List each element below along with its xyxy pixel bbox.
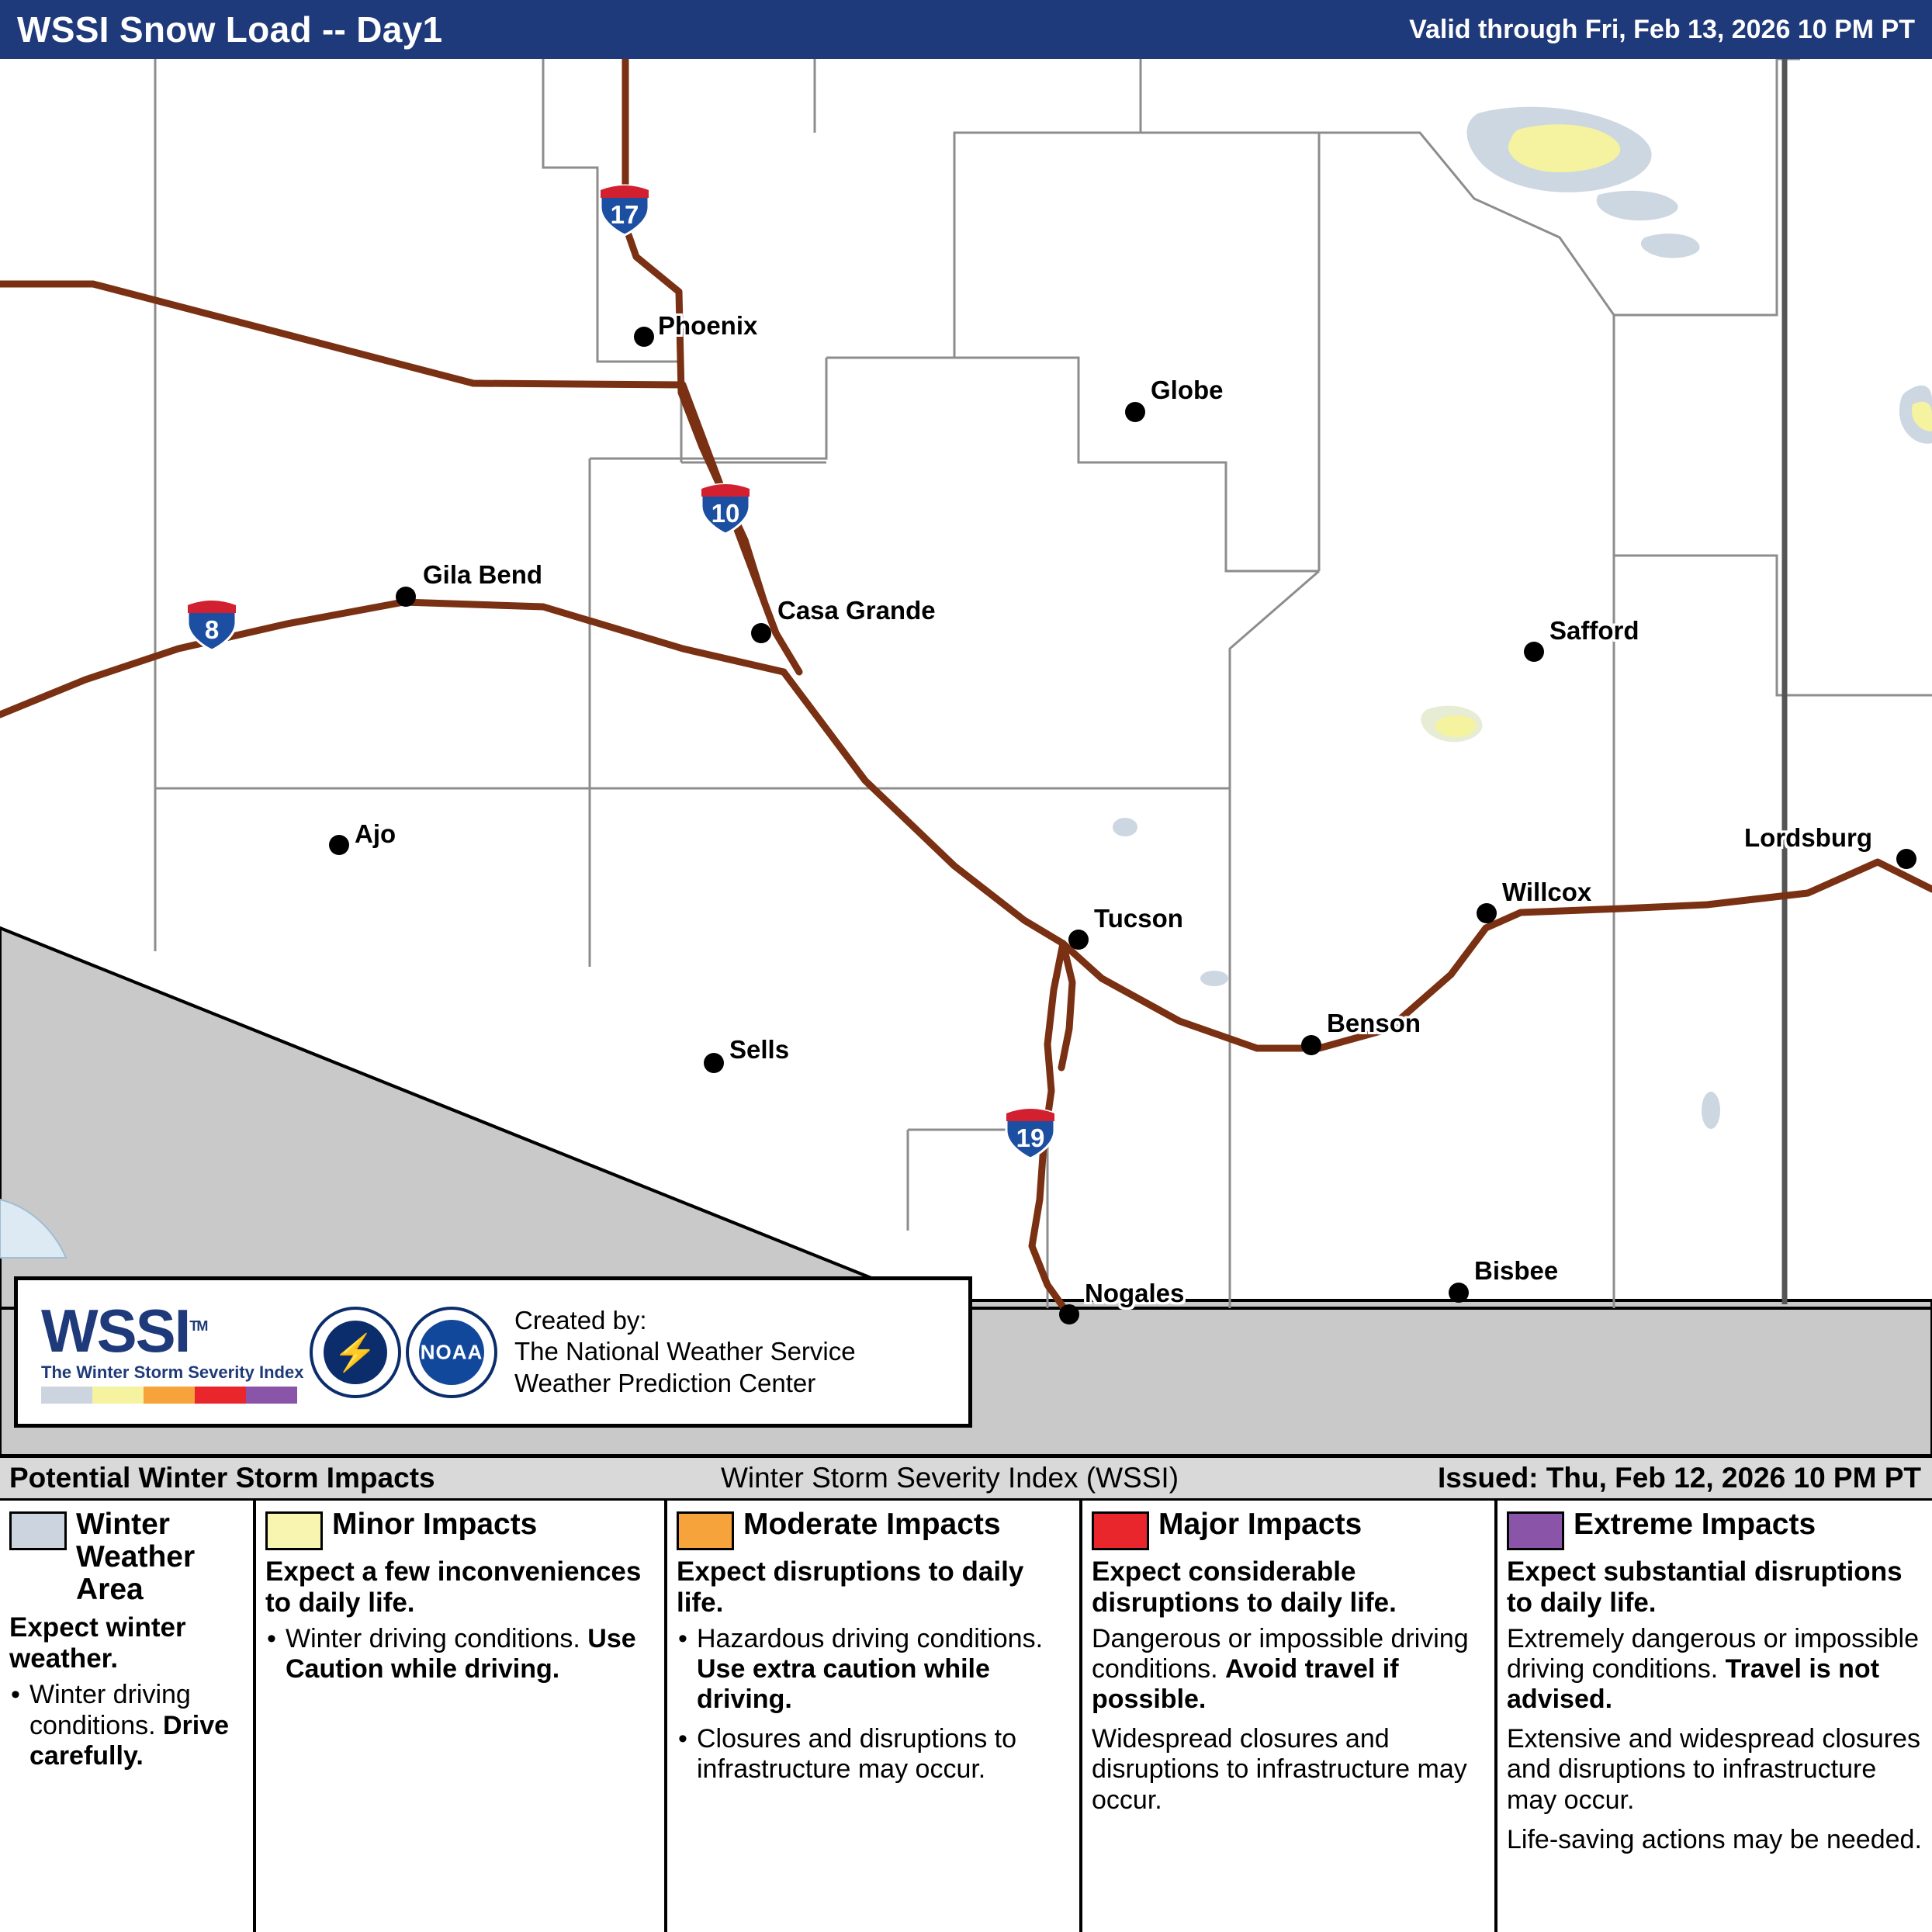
- city-dot-willcox[interactable]: [1477, 903, 1497, 923]
- map-vector-layer: [0, 59, 1932, 1456]
- legend-bullet: [677, 1624, 1070, 1715]
- city-label-bisbee: Bisbee: [1474, 1256, 1559, 1285]
- legend-column-extreme-impacts: [1497, 1501, 1932, 1932]
- legend-header: [9, 1508, 244, 1606]
- city-label-safford: Safford: [1549, 616, 1639, 645]
- interstate-number-8: 8: [204, 615, 220, 644]
- created-by-line-3: Weather Prediction Center: [514, 1368, 816, 1397]
- legend-bullet: [265, 1624, 655, 1684]
- legend-bullets-winter-weather-area: [9, 1680, 244, 1771]
- wssi-credit-box: [14, 1276, 972, 1428]
- city-dot-benson[interactable]: [1301, 1035, 1321, 1055]
- legend-title-moderate-impacts: Moderate Impacts: [743, 1508, 1001, 1541]
- legend-bullets-moderate-impacts: [677, 1624, 1070, 1785]
- legend-bullet-text: Winter driving conditions.: [29, 1680, 191, 1740]
- header-bar: [0, 0, 1932, 59]
- city-label-phoenix: Phoenix: [658, 311, 758, 340]
- legend-lead-minor-impacts: Expect a few inconveniences to daily life.: [265, 1556, 642, 1618]
- legend-swatch-minor-impacts: [265, 1511, 323, 1550]
- legend-column-moderate-impacts: [667, 1501, 1082, 1932]
- legend-bullet-emphasis: Use extra caution while driving.: [697, 1654, 990, 1715]
- legend-column-winter-weather-area: [0, 1501, 256, 1932]
- legend-bullet-emphasis: Travel is not advised.: [1507, 1654, 1880, 1715]
- legend-header: [1507, 1508, 1923, 1550]
- legend-bullet: [1507, 1825, 1923, 1855]
- city-label-nogales: Nogales: [1085, 1279, 1185, 1307]
- city-dot-safford[interactable]: [1524, 642, 1544, 662]
- legend-bullet-text: Extensive and widespread closures and disruptions to infrastructure may occur.: [1507, 1724, 1920, 1815]
- wssi-trademark: TM: [189, 1318, 207, 1334]
- legend-bullet-text: Dangerous or impossible driving conditions.: [1092, 1624, 1469, 1684]
- city-dot-nogales[interactable]: [1059, 1304, 1079, 1324]
- legend-bullets-minor-impacts: [265, 1624, 655, 1684]
- legend-title-winter-weather-area: Winter Weather Area: [76, 1508, 196, 1607]
- legend-bullet: [1507, 1724, 1923, 1815]
- legend-lead-moderate-impacts: Expect disruptions to daily life.: [677, 1556, 1024, 1618]
- legend-bullet: [9, 1680, 244, 1771]
- legend-swatch-major-impacts: [1092, 1511, 1149, 1550]
- city-dot-phoenix[interactable]: [634, 327, 654, 347]
- interstate-shield-10[interactable]: [698, 483, 753, 535]
- legend-header: [265, 1508, 655, 1550]
- city-label-tucson: Tucson: [1094, 904, 1183, 933]
- legend-header: [677, 1508, 1070, 1550]
- legend-bullets-major-impacts: [1092, 1624, 1485, 1816]
- legend-bullet-text: Extremely dangerous or impossible driving conditions.: [1507, 1624, 1920, 1684]
- legend-title-minor-impacts: Minor Impacts: [332, 1508, 538, 1541]
- city-label-sells: Sells: [729, 1035, 790, 1064]
- impacts-bar-center-label: Winter Storm Severity Index (WSSI): [720, 1462, 1179, 1494]
- legend-panel: [0, 1501, 1932, 1932]
- city-dot-gila-bend[interactable]: [396, 587, 416, 607]
- created-by-line-2: The National Weather Service: [514, 1337, 856, 1366]
- scale-swatch-moderate: [144, 1387, 195, 1404]
- legend-lead-extreme-impacts: Expect substantial disruptions to daily life.: [1507, 1556, 1903, 1618]
- interstate-shield-8[interactable]: [185, 599, 239, 652]
- city-label-willcox: Willcox: [1502, 878, 1592, 906]
- interstate-number-19: 19: [1016, 1124, 1045, 1152]
- wssi-color-scale: [41, 1387, 297, 1404]
- legend-column-minor-impacts: [256, 1501, 667, 1932]
- interstate-shield-17[interactable]: [597, 184, 652, 237]
- wssi-subtitle: The Winter Storm Severity Index: [41, 1362, 304, 1382]
- wssi-wordmark-text: WSSI: [41, 1297, 190, 1365]
- legend-bullet-text: Winter driving conditions.: [286, 1624, 588, 1654]
- valid-through-text: Valid through Fri, Feb 13, 2026 10 PM PT: [1409, 14, 1915, 44]
- legend-lead-winter-weather-area: Expect winter weather.: [9, 1612, 186, 1674]
- impacts-bar-left-label: Potential Winter Storm Impacts: [9, 1462, 435, 1494]
- legend-bullet-text: Widespread closures and disruptions to infrastructure may occur.: [1092, 1724, 1467, 1815]
- legend-bullet-emphasis: Drive carefully.: [29, 1710, 230, 1771]
- impacts-bar: [0, 1456, 1932, 1501]
- city-dot-ajo[interactable]: [329, 835, 349, 855]
- noaa-wordmark: NOAA: [420, 1340, 483, 1363]
- city-dot-tucson[interactable]: [1068, 930, 1089, 950]
- scale-swatch-minor: [92, 1387, 144, 1404]
- map-canvas[interactable]: [0, 59, 1932, 1456]
- interstate-shield-19[interactable]: [1003, 1107, 1058, 1160]
- lightning-bolt-icon: ⚡: [333, 1331, 378, 1373]
- city-label-casa-grande: Casa Grande: [777, 596, 936, 625]
- city-label-ajo: Ajo: [355, 819, 396, 848]
- legend-bullet-emphasis: Avoid travel if possible.: [1092, 1654, 1399, 1715]
- city-label-gila-bend: Gila Bend: [423, 560, 543, 589]
- legend-bullet: [1507, 1624, 1923, 1715]
- legend-lead-major-impacts: Expect considerable disruptions to daily life.: [1092, 1556, 1397, 1618]
- city-dot-lordsburg[interactable]: [1896, 849, 1916, 869]
- legend-bullet: [677, 1724, 1070, 1785]
- city-label-lordsburg: Lordsburg: [1744, 823, 1872, 852]
- scale-swatch-winter-weather: [41, 1387, 92, 1404]
- legend-bullet: [1092, 1624, 1485, 1715]
- city-label-benson: Benson: [1327, 1009, 1421, 1037]
- interstate-number-17: 17: [610, 200, 639, 229]
- national-weather-service-seal-icon: [310, 1307, 401, 1398]
- city-dot-casa-grande[interactable]: [751, 623, 771, 643]
- legend-swatch-extreme-impacts: [1507, 1511, 1564, 1550]
- legend-bullet-emphasis: Use Caution while driving.: [286, 1624, 636, 1684]
- wssi-wordmark: [41, 1297, 305, 1365]
- legend-bullet: [1092, 1724, 1485, 1815]
- legend-swatch-winter-weather-area: [9, 1511, 67, 1550]
- legend-header: [1092, 1508, 1485, 1550]
- legend-bullet-text: Closures and disruptions to infrastructure may occur.: [697, 1724, 1017, 1785]
- scale-swatch-major: [195, 1387, 246, 1404]
- legend-column-major-impacts: [1082, 1501, 1497, 1932]
- legend-swatch-moderate-impacts: [677, 1511, 734, 1550]
- city-dot-bisbee[interactable]: [1449, 1283, 1469, 1303]
- legend-title-extreme-impacts: Extreme Impacts: [1574, 1508, 1816, 1541]
- noaa-seal-inner: [419, 1320, 484, 1385]
- scale-swatch-extreme: [246, 1387, 297, 1404]
- noaa-seal-icon: [406, 1307, 497, 1398]
- wssi-logo: [18, 1297, 305, 1404]
- legend-bullets-extreme-impacts: [1507, 1624, 1923, 1855]
- impacts-bar-issued-label: Issued: Thu, Feb 12, 2026 10 PM PT: [1437, 1462, 1921, 1494]
- legend-bullet-text: Hazardous driving conditions.: [697, 1624, 1044, 1654]
- interstate-number-10: 10: [711, 499, 740, 528]
- city-dot-globe[interactable]: [1125, 402, 1145, 422]
- created-by-block: [497, 1305, 856, 1399]
- city-dot-sells[interactable]: [704, 1053, 724, 1073]
- city-label-globe: Globe: [1151, 376, 1224, 404]
- legend-bullet-text: Life-saving actions may be needed.: [1507, 1824, 1922, 1854]
- page-title: WSSI Snow Load -- Day1: [17, 9, 443, 50]
- created-by-line-1: Created by:: [514, 1306, 647, 1335]
- legend-title-major-impacts: Major Impacts: [1158, 1508, 1362, 1541]
